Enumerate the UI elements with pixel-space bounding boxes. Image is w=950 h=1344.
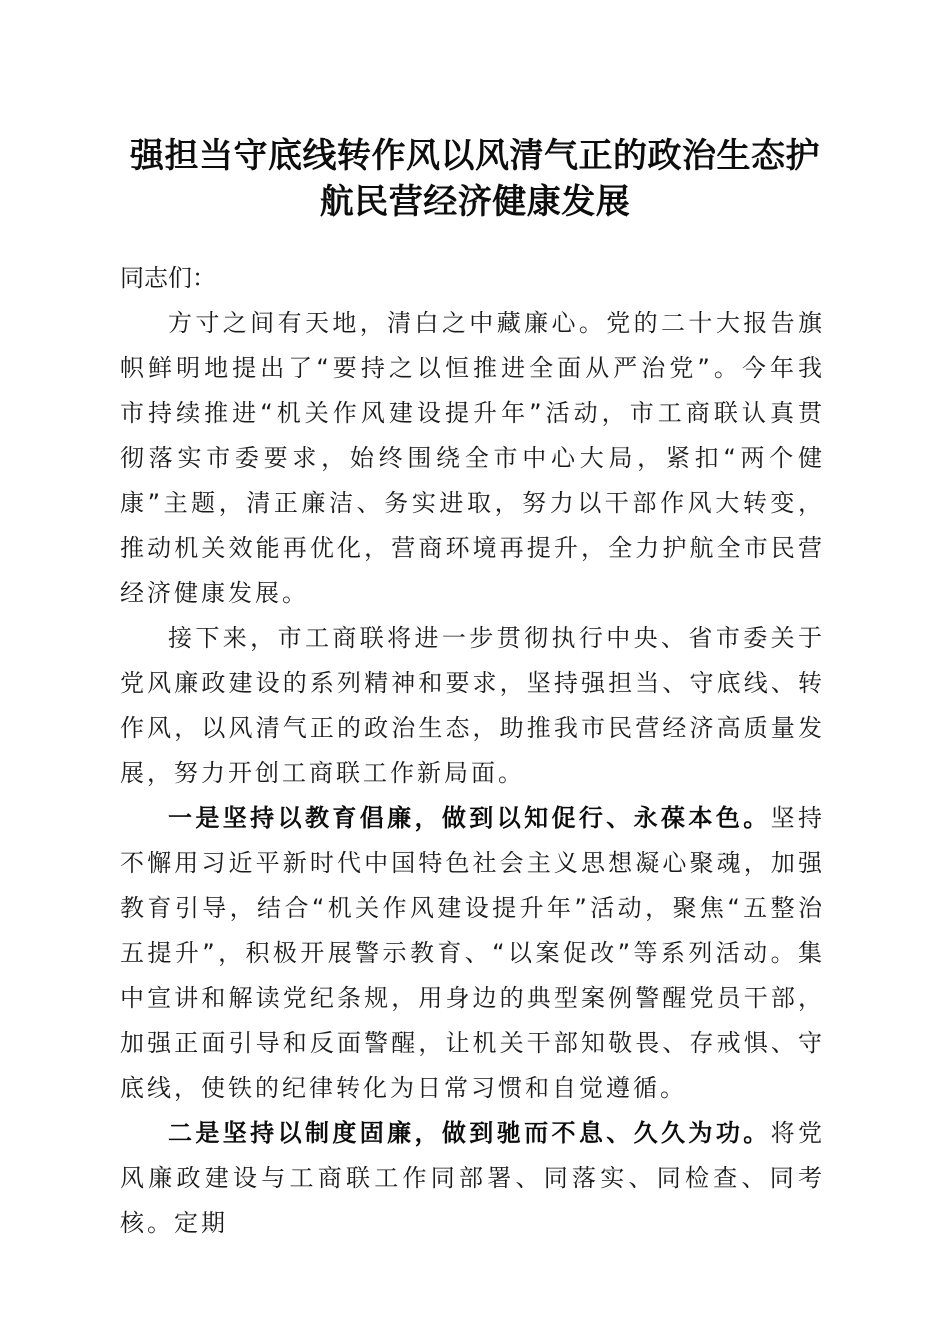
paragraph-point-two <box>120 1111 825 1246</box>
paragraph-lead: 二是坚持以制度固廉，做到驰而不息、久久为功。 <box>168 1119 771 1147</box>
paragraph-opening <box>120 301 825 616</box>
paragraph-text: 坚持不懈用习近平新时代中国特色社会主义思想凝心聚魂，加强教育引导，结合“机关作风建设提升年”活动，聚焦“五整治五提升”，积极开展警示教育、“以案促改”等系列活动。集中宣讲和解读党纪条规，用身边的典型案例警醒党员干部，加强正面引导和反面警醒，让机关干部知敬畏、存戒惧、守底线，使铁的纪律转化为日常习惯和自觉遵循。 <box>120 804 826 1102</box>
document-body <box>120 256 825 1246</box>
title-line-1: 强担当守底线转作风以风清气正的政治生态护 <box>130 136 820 176</box>
paragraph-text: 接下来，市工商联将进一步贯彻执行中央、省市委关于党风廉政建设的系列精神和要求，坚持强担当、守底线、转作风，以风清气正的政治生态，助推我市民营经济高质量发展，努力开创工商联工作新局面。 <box>120 624 825 787</box>
document-title <box>110 133 840 225</box>
paragraph-text: 方寸之间有天地，清白之中藏廉心。党的二十大报告旗帜鲜明地提出了“要持之以恒推进全面从严治党”。今年我市持续推进“机关作风建设提升年”活动，市工商联认真贯彻落实市委要求，始终围绕全市中心大局，紧扣“两个健康”主题，清正廉洁、务实进取，努力以干部作风大转变，推动机关效能再优化，营商环境再提升，全力护航全市民营经济健康发展。 <box>120 309 825 607</box>
paragraph-text: 将党风廉政建设与工商联工作同部署、同落实、同检查、同考核。定期 <box>120 1119 826 1237</box>
paragraph-next-steps <box>120 616 825 796</box>
salutation: 同志们： <box>120 264 216 292</box>
paragraph-point-one <box>120 796 825 1111</box>
paragraph-lead: 一是坚持以教育倡廉，做到以知促行、永葆本色。 <box>168 804 771 832</box>
title-line-2: 航民营经济健康发展 <box>319 182 631 222</box>
